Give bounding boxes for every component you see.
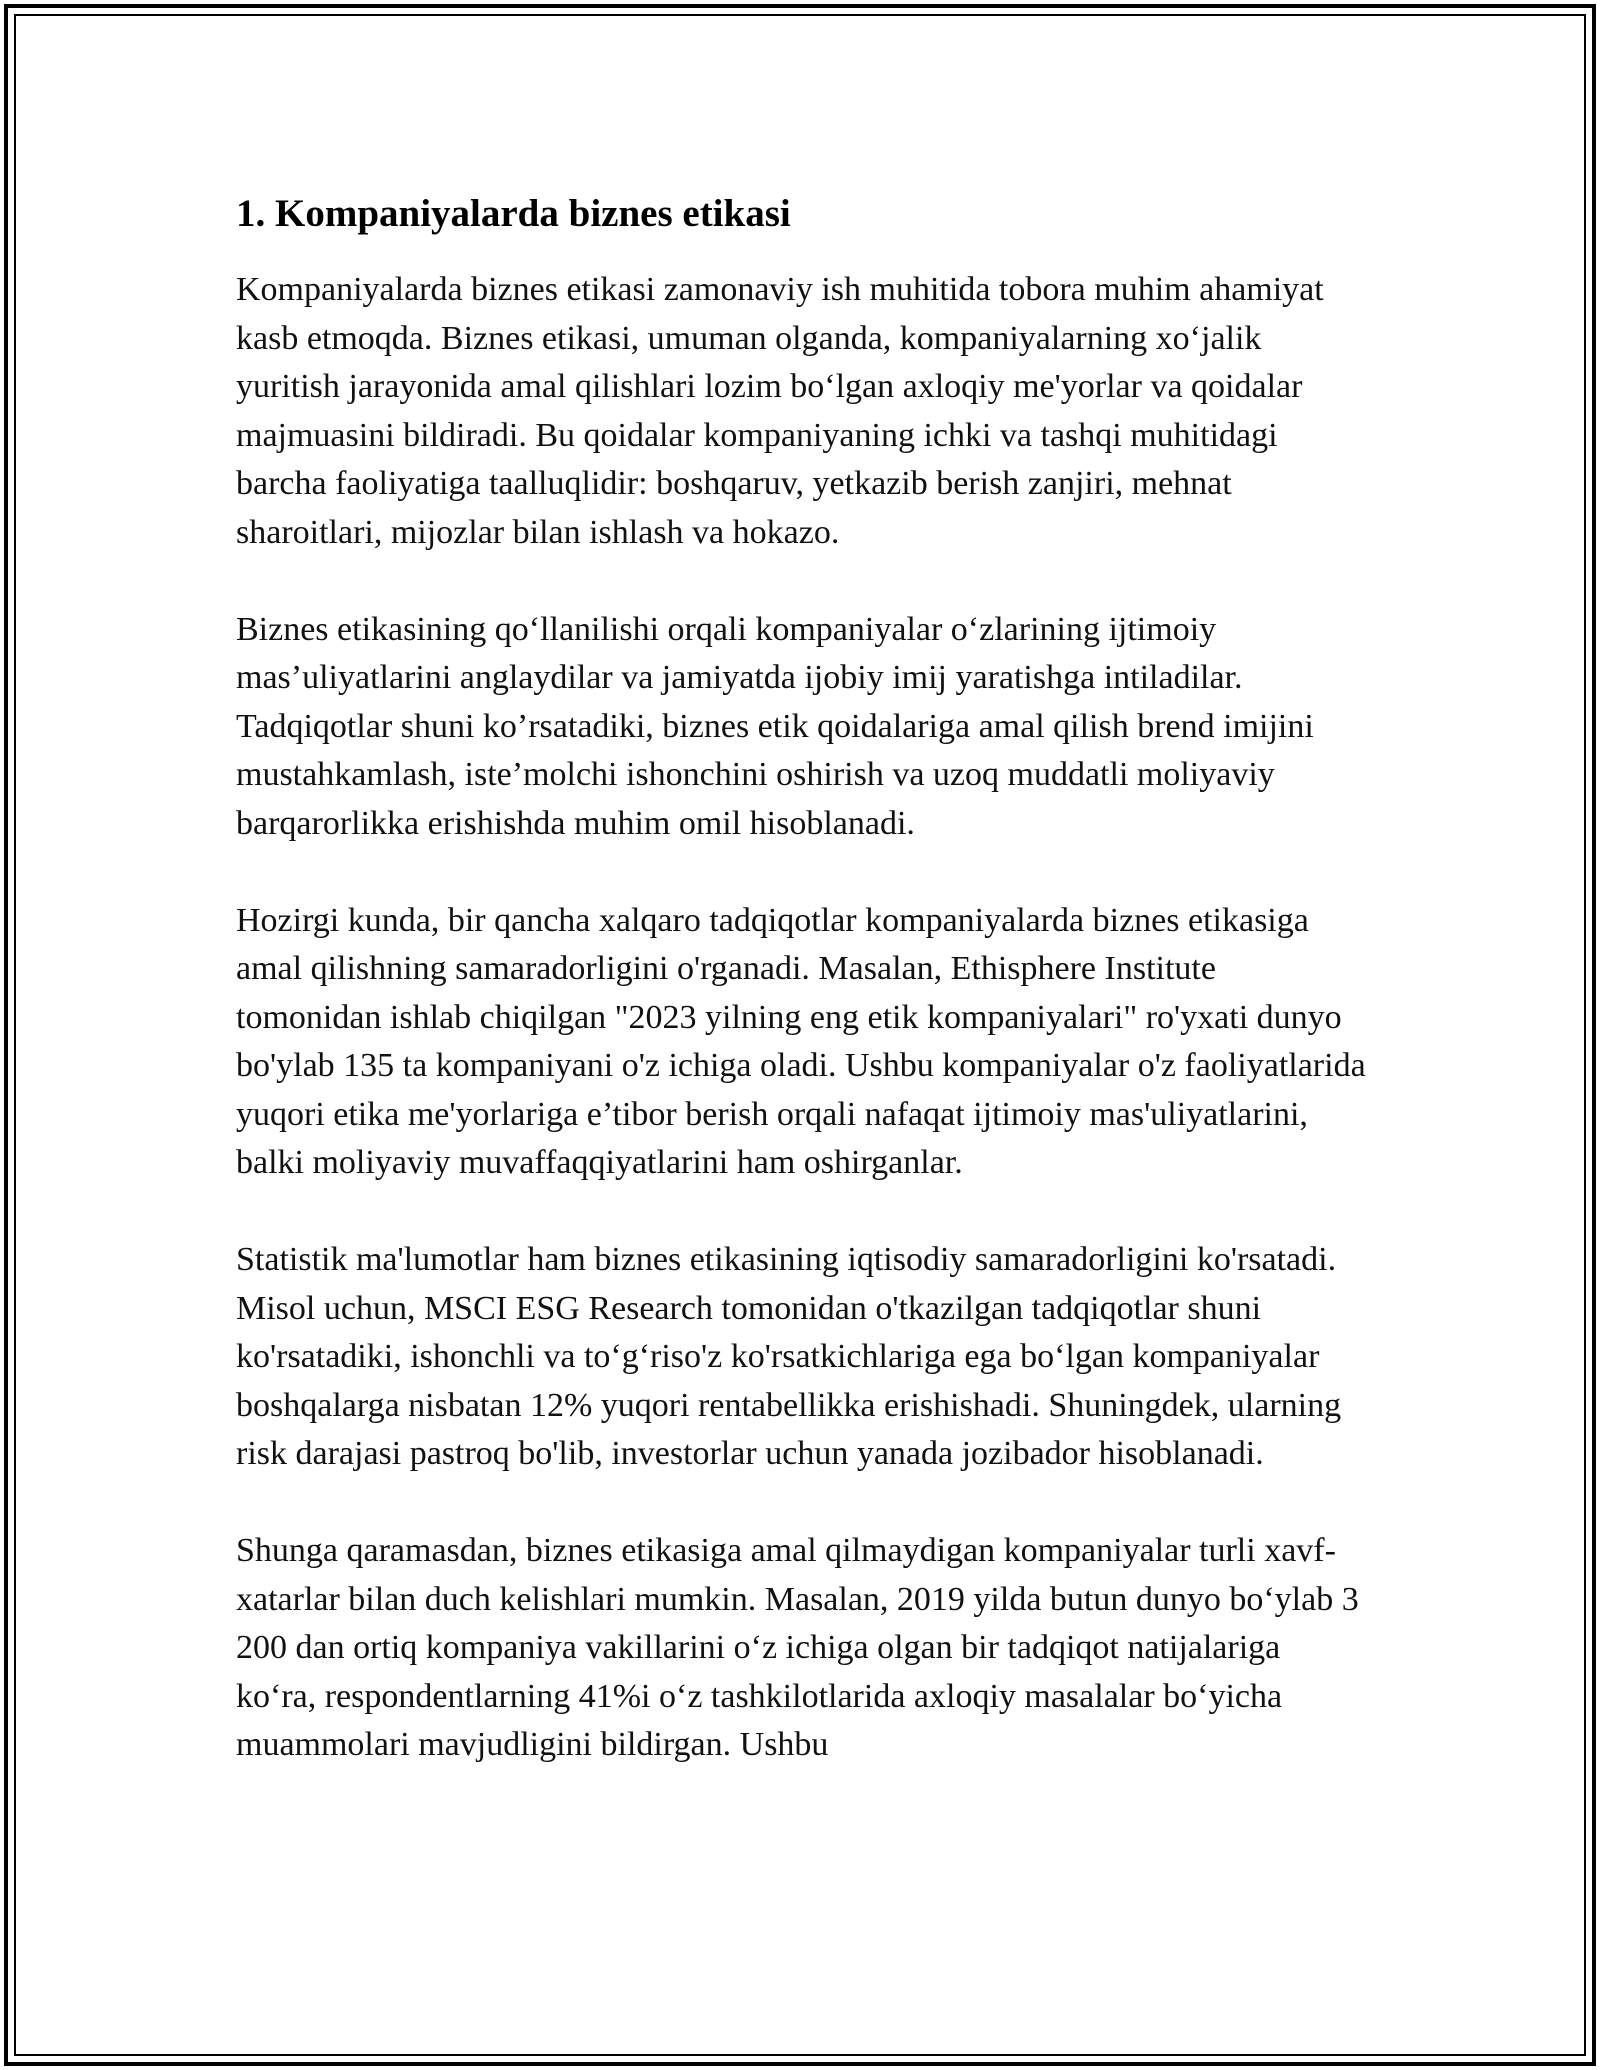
paragraph-intro: Kompaniyalarda biznes etikasi zamonaviy ish muhitida tobora muhim ahamiyat kasb etmoqda. Biznes etikasi, umuman olganda, kompaniyalarning xo‘jalik yuritish jarayonida amal qilishlari lozim bo‘lgan axloqiy me'yorlar va qoidalar majmuasini bildiradi. Bu qoidalar kompaniyaning ichki va tashqi muhitidagi barcha faoliyatiga taalluqlidir: boshqaruv, yetkazib berish zanjiri, mehnat sharoitlari, mijozlar bilan ishlash va hokazo.: [236, 271, 1324, 551]
paragraph-international-research: Hozirgi kunda, bir qancha xalqaro tadqiqotlar kompaniyalarda biznes etikasiga amal qilishning samaradorligini o'rganadi. Masalan, Ethisphere Institute tomonidan ishlab chiqilgan "2023 yilning eng etik kompaniyalari" ro'yxati dunyo bo'ylab 135 ta kompaniyani o'z ichiga oladi. Ushbu kompaniyalar o'z faoliyatlarida yuqori etika me'yorlariga e’tibor berish orqali nafaqat ijtimoiy mas'uliyatlarini, balki moliyaviy muvaffaqqiyatlarini ham oshirganlar.: [236, 901, 1366, 1181]
document-body: [236, 188, 1366, 1770]
paragraph-risks: Shunga qaramasdan, biznes etikasiga amal qilmaydigan kompaniyalar turli xavf-xatarlar bilan duch kelishlari mumkin. Masalan, 2019 yilda butun dunyo bo‘ylab 3 200 dan ortiq kompaniya vakillarini o‘z ichiga olgan bir tadqiqot natijalariga ko‘ra, respondentlarning 41%i o‘z tashkilotlarida axloqiy masalalar bo‘yicha muammolari mavjudligini bildirgan. Ushbu: [236, 1532, 1359, 1763]
section-heading: 1. Kompaniyalarda biznes etikasi: [236, 192, 791, 235]
paragraph-social-responsibility: Biznes etikasining qo‘llanilishi orqali kompaniyalar o‘zlarining ijtimoiy mas’uliyatlarini anglaydilar va jamiyatda ijobiy imij yaratishga intiladilar. Tadqiqotlar shuni ko’rsatadiki, biznes etik qoidalariga amal qilish brend imijini mustahkamlash, iste’molchi ishonchini oshirish va uzoq muddatli moliyaviy barqarorlikka erishishda muhim omil hisoblanadi.: [236, 610, 1314, 842]
paragraph-statistics: Statistik ma'lumotlar ham biznes etikasining iqtisodiy samaradorligini ko'rsatadi. Misol uchun, MSCI ESG Research tomonidan o'tkazilgan tadqiqotlar shuni ko'rsatadiki, ishonchli va to‘g‘riso'z ko'rsatkichlariga ega bo‘lgan kompaniyalar boshqalarga nisbatan 12% yuqori rentabellikka erishishadi. Shuningdek, ularning risk darajasi pastroq bo'lib, investorlar uchun yanada jozibador hisoblanadi.: [236, 1241, 1342, 1472]
